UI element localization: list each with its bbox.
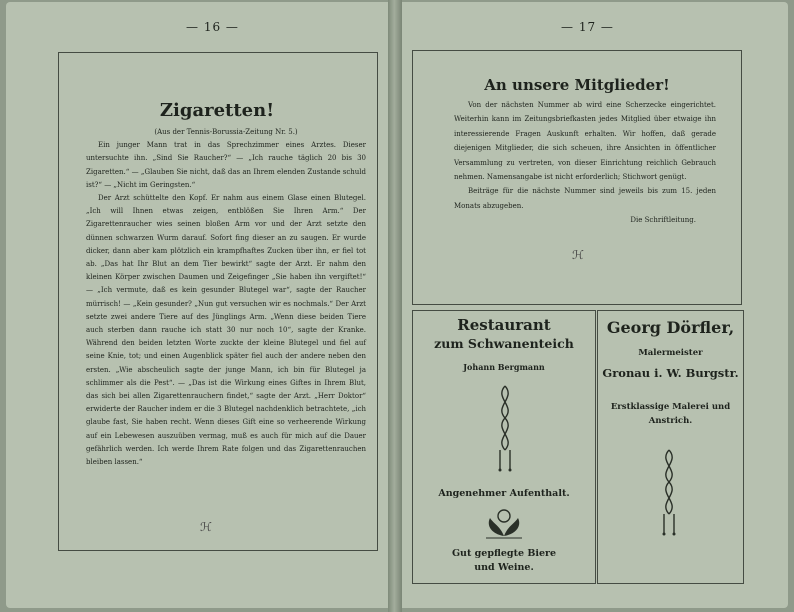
article-source: (Aus der Tennis-Borussia-Zeitung Nr. 5.) <box>154 128 298 136</box>
ad2-trade: Malermeister <box>638 348 703 358</box>
ad2-tagline-line2: Anstrich. <box>648 416 693 426</box>
ornament-painter <box>644 446 694 536</box>
spine <box>388 0 402 612</box>
flower-ornament <box>482 506 526 540</box>
ad1-subtitle: zum Schwanenteich <box>434 336 574 351</box>
page-number-right: — 17 — <box>561 20 614 34</box>
ad1-drinks-line1: Gut gepflegte Biere <box>451 548 557 559</box>
monogram-right: ℋ <box>572 248 584 262</box>
ad1-slogan: Angenehmer Aufenthalt. <box>438 488 570 499</box>
ad1-drinks-line2: und Weine. <box>474 562 534 573</box>
page-number-left: — 16 — <box>186 20 239 34</box>
ad2-name: Georg Dörfler, <box>606 318 735 337</box>
article-paragraph: Ein junger Mann trat in das Sprechzimmer eines Arztes. Dieser untersuchte ihn. „Sind Sie Raucher?“ — „Ich rauche täglich 20 bis 30 Zigaretten.“ — „Glauben Sie nicht, daß das an Ihrem elenden Zustande schuld ist?“ — „Nicht im Geringsten.“ <box>86 141 366 189</box>
ad1-title: Restaurant <box>457 316 551 334</box>
notice-paragraph: Beiträge für die nächste Nummer sind jeweils bis zum 15. jeden Monats abzugeben. <box>454 187 716 210</box>
notice-body <box>454 98 716 228</box>
notice-signature: Die Schriftleitung. <box>630 216 696 225</box>
monogram-left: ℋ <box>200 520 212 534</box>
notice-title: An unsere Mitglieder! <box>484 76 670 94</box>
ad2-tagline-line1: Erstklassige Malerei und <box>610 402 731 412</box>
ornament-restaurant <box>480 382 530 472</box>
article-paragraph: Der Arzt schüttelte den Kopf. Er nahm aus einem Glase einen Blutegel. „Ich will Ihnen etwas zeigen, entblößen Sie Ihren Arm.“ Der Zigarettenraucher wies seinen bloßen Arm vor und der Arzt setzte den dünnen schwarzen Wurm darauf. Sofort fing dieser an zu saugen. Er wurde dicker, dann aber kam plötzlich ein krampfhaftes Zucken über ihn, er fiel tot ab. „Das hat Ihr Blut an dem Tier bewirkt“ sagte der Arzt. Er nahm den kleinen Körper zwischen Daumen und Zeigefinger „Sie haben ihn vergiftet!“ — „Ich vermute, daß es kein gesunder Blutegel war“, sagte der Raucher mürrisch! — „Kein gesunder? „Nun gut versuchen wir es nochmals.“ Der Arzt setzte zwei andere Tiere auf des Jünglings Arm. „Wenn diese beiden Tiere auch sterben dann rauche ich statt 30 nur noch 10“, sagte der Kranke. Während den beiden letzten Worte zuckte der kleine Blutegel und fiel auf seine Knie, tot; und einen Augenblick später fiel auch der andere neben den ersten. „Wie abscheulich sagte der junge Mann, ich bin für Blutegel ja schlimmer als die Pest“. — „Das ist die Wirkung eines Giftes in Ihrem Blut, das sich bei allen Zigarettenrauchern findet,“ sagte der Arzt. „Herr Doktor“ erwiderte der Raucher indem er die 3 Blutegel nachdenklich betrachtete, „ich glaube fast, Sie haben recht. Wenn dieses Gift eine so verheerende Wirkung auf ein Lebewesen auszuüben vermag, muß es auch für mich auf die Dauer gefährlich werden. Ich werde Ihrem Rate folgen und das Zigarettenrauchen bleiben lassen.“ <box>86 194 366 467</box>
article-body <box>86 126 366 469</box>
ad1-owner: Johann Bergmann <box>463 362 545 372</box>
ad2-address: Gronau i. W. Burgstr. <box>602 366 739 380</box>
article-title: Zigaretten! <box>159 100 275 121</box>
notice-paragraph: Von der nächsten Nummer ab wird eine Scherzecke eingerichtet. Weiterhin kann im Zeitungsbriefkasten jedes Mitglied über etwaige ihn interessierende Fragen Auskunft erhalten. Wir hoffen, daß gerade diejenigen Mitglieder, die sich scheuen, ihre Ansichten in öffentlicher Versammlung zu vertreten, von dieser Einrichtung reichlich Gebrauch nehmen. Namensangabe ist nicht erforderlich; Stichwort genügt. <box>454 101 716 182</box>
